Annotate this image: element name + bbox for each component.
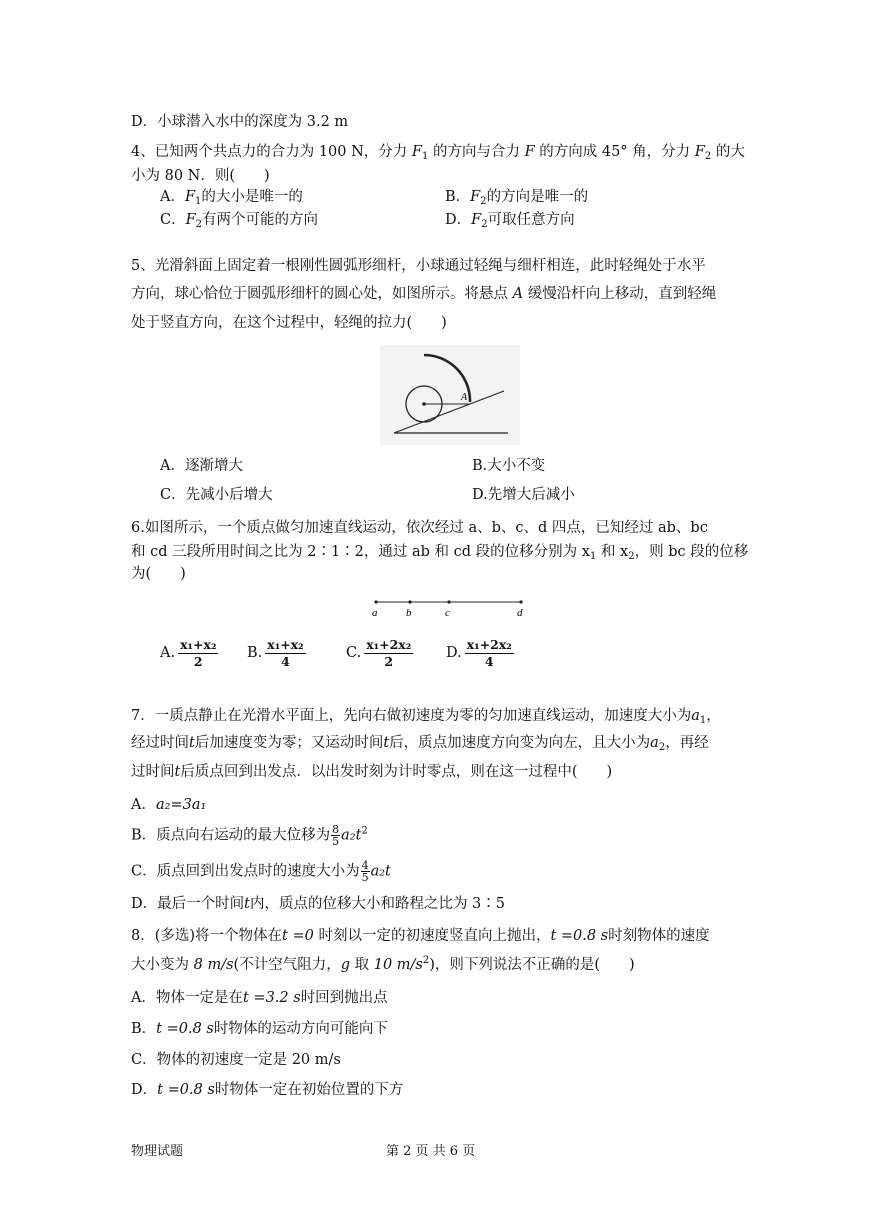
q7-option-c: [131, 860, 391, 883]
q7-stem-line1: [131, 706, 721, 726]
q7-var-a: a: [650, 735, 659, 751]
q7-stem-text: 7．一质点静止在光滑水平面上，先向右做初速度为零的匀加速直线运动，加速度大小为: [131, 708, 692, 724]
q6-stem-line2: [131, 542, 748, 562]
q4-stem-text: 4、已知两个共点力的合力为 100 N，分力: [131, 144, 412, 160]
q7-stem-line3: [131, 762, 612, 782]
q5-stem-text: 方向，球心恰位于圆弧形细杆的圆心处，如图所示。将悬点: [131, 286, 513, 302]
q4-stem-text: 的方向成 45° 角，分力: [534, 144, 695, 160]
q4-stem-text: 的方向与合力: [428, 144, 525, 160]
q6-option-label: B.: [247, 645, 263, 661]
footer-subject: 物理试题: [131, 1144, 184, 1159]
q7-option-d: [131, 894, 505, 914]
q7-option-fraction: [331, 824, 340, 847]
point-b-dot: [408, 600, 411, 603]
q7-var-a: a: [691, 708, 700, 724]
q8-time-expr: t =0: [282, 928, 314, 944]
q8-var-g: g: [340, 957, 350, 973]
q4-option-sub: 2: [195, 219, 203, 230]
q6-option-b: [247, 636, 306, 670]
point-c-dot: [447, 600, 450, 603]
q7-option-text: 内，质点的位移大小和路程之比为 3∶5: [249, 896, 506, 912]
q6-sub1: 1: [589, 551, 597, 562]
q8-stem-text: 时刻以一定的初速度竖直向上抛出，: [313, 928, 551, 944]
q8-stem-text: 时刻物体的速度: [608, 928, 710, 944]
q5-stem-line1: 5、光滑斜面上固定着一根刚性圆弧形细杆，小球通过轻绳与细杆相连，此时轻绳处于水平: [131, 258, 706, 274]
q8-stem-text: 8．(多选)将一个物体在: [131, 928, 283, 944]
q7-var-t: t: [383, 735, 390, 751]
q4-option-prefix: B．: [445, 189, 471, 205]
q4-option-sub: 2: [480, 196, 487, 207]
point-b-label: b: [406, 607, 412, 619]
q6-line-figure: [368, 595, 533, 621]
q6-option-label: A.: [160, 645, 176, 661]
q8-stem-line2: [131, 955, 635, 975]
q6-stem-line1: 6.如图所示，一个质点做匀加速直线运动，依次经过 a、b、c、d 四点，已知经过 ab、bc: [131, 520, 708, 536]
q7-option-fraction: [361, 860, 370, 883]
q4-sub2: 2: [704, 151, 712, 162]
q8-velocity-expr: 8 m/s: [193, 957, 234, 973]
q7-sub: 1: [699, 715, 707, 726]
q6-option-fraction: [465, 636, 514, 670]
q7-option-sup: 2: [361, 825, 368, 837]
q5-option-a: A．逐渐增大: [160, 458, 243, 474]
q5-option-d: D.先增大后减小: [472, 487, 575, 503]
q5-stem-line2: [131, 284, 716, 304]
q4-var-f: F: [524, 144, 535, 160]
q4-option-text: 的大小是唯一的: [201, 189, 303, 205]
q6-option-fraction: [364, 636, 413, 670]
q4-option-a: [160, 187, 303, 207]
q7-var-t: t: [189, 735, 195, 751]
q3-option-d: D．小球潜入水中的深度为 3.2 m: [131, 114, 349, 130]
q5-option-b: B.大小不变: [472, 458, 546, 474]
q7-option-prefix: C．质点回到出发点时的速度大小为: [131, 863, 360, 880]
q7-option-expr: a₂t: [370, 863, 391, 880]
q7-option-text: D．最后一个时间: [131, 896, 245, 912]
q4-option-prefix: C．: [160, 212, 186, 228]
q7-option-prefix: A．: [131, 797, 156, 813]
q6-option-label: C.: [346, 645, 362, 661]
q4-var-f1: F: [411, 144, 422, 160]
fraction-numerator: x₁+x₂: [180, 637, 217, 652]
fraction-numerator: 8: [332, 823, 340, 836]
fraction-denominator: 2: [384, 654, 394, 669]
suspension-point-label: A: [461, 392, 468, 403]
q8-time-expr: t =0.8 s: [550, 928, 609, 944]
q8-option-text: B．: [131, 1021, 157, 1037]
q8-time-expr: t =3.2 s: [242, 990, 301, 1006]
q4-option-var: F: [184, 189, 196, 205]
q8-time-expr: t =0.8 s: [156, 1021, 214, 1037]
q6-stem-line3: 为( ): [131, 566, 186, 582]
q4-option-text: 的方向是唯一的: [486, 189, 589, 205]
footer-page-number: 第 2 页 共 6 页: [386, 1144, 476, 1159]
q7-option-prefix: B．质点向右运动的最大位移为: [131, 827, 331, 844]
q4-option-sub: 1: [195, 196, 202, 207]
fraction-denominator: 4: [281, 654, 290, 669]
q7-stem-text: 后质点回到出发点．以出发时刻为计时零点，则在这一过程中( ): [180, 764, 613, 780]
q8-sup: 2: [422, 955, 430, 966]
q7-stem-text: 后，质点加速度方向变为向左，且大小为: [389, 735, 651, 751]
point-d-label: d: [517, 607, 523, 619]
q6-option-d: [446, 636, 514, 670]
q5-var-a: A: [512, 286, 524, 302]
fraction-denominator: 5: [361, 871, 369, 884]
q7-option-b: [131, 824, 368, 847]
q8-stem-line1: [131, 926, 710, 946]
q6-sub2: 2: [628, 551, 635, 562]
q6-stem-text: ，则 bc 段的位移: [634, 544, 749, 560]
q5-stem-line3: 处于竖直方向，在这个过程中，轻绳的拉力( ): [131, 315, 447, 331]
q7-stem-text: 过时间: [131, 764, 175, 780]
q8-option-text: 时物体一定在初始位置的下方: [214, 1082, 404, 1098]
q7-stem-text: 经过时间: [131, 735, 189, 751]
q8-option-text: 时物体的运动方向可能向下: [213, 1021, 388, 1037]
q4-stem-line1: [131, 142, 745, 162]
q7-option-expr: a₂t: [341, 827, 362, 844]
q6-option-a: [160, 636, 218, 670]
q4-option-var: F: [185, 212, 196, 228]
fraction-numerator: x₁+2x₂: [366, 637, 412, 652]
q4-sub1: 1: [421, 151, 429, 162]
q4-option-c: [160, 210, 318, 230]
q6-option-c: [346, 636, 413, 670]
q6-stem-text: 和 x: [596, 544, 629, 560]
fraction-numerator: 4: [361, 859, 369, 872]
q6-option-fraction: [265, 636, 305, 670]
q4-option-d: [445, 210, 575, 230]
q8-option-text: 时回到抛出点: [300, 990, 388, 1006]
q4-option-prefix: D．: [445, 212, 472, 228]
fraction-numerator: x₁+2x₂: [466, 637, 512, 652]
fraction-denominator: 4: [484, 654, 494, 669]
point-d-dot: [519, 600, 522, 603]
fraction-numerator: x₁+x₂: [267, 637, 304, 652]
q8-time-expr: t =0.8 s: [157, 1082, 215, 1098]
point-a-dot: [374, 600, 377, 603]
point-c-label: c: [445, 607, 450, 619]
q5-option-c: C．先减小后增大: [160, 487, 273, 503]
q8-option-text: A．物体一定是在: [131, 990, 243, 1006]
q4-option-b: [445, 187, 588, 207]
fraction-denominator: 5: [332, 835, 340, 848]
q4-stem-text: 的大: [711, 144, 745, 160]
fraction-denominator: 2: [193, 654, 203, 669]
q8-option-text: D．: [131, 1082, 158, 1098]
q8-option-a: [131, 988, 388, 1008]
q5-figure: [380, 345, 520, 445]
q6-stem-text: 和 cd 三段所用时间之比为 2∶1∶2，通过 ab 和 cd 段的位移分别为 x: [131, 544, 590, 560]
q7-sub: 2: [658, 742, 666, 753]
q4-stem-line2: 小为 80 N．则( ): [131, 168, 270, 184]
q8-stem-text: 大小变为: [131, 957, 194, 973]
q7-stem-text: ，再经: [665, 735, 709, 751]
q7-stem-text: 后加速度变为零；又运动时间: [194, 735, 384, 751]
q4-option-text: 可取任意方向: [487, 212, 575, 228]
q4-option-sub: 2: [481, 219, 488, 230]
q5-stem-text: 缓慢沿杆向上移动，直到轻绳: [523, 286, 717, 302]
q6-option-fraction: [178, 636, 218, 670]
q4-var-f2: F: [694, 144, 705, 160]
q7-option-a: [131, 795, 206, 815]
q7-option-expr: a₂=3a₁: [155, 797, 207, 813]
point-a-label: a: [372, 607, 378, 619]
q8-option-c: C．物体的初速度一定是 20 m/s: [131, 1052, 341, 1068]
q8-g-value: 10 m/s: [373, 957, 423, 973]
q8-stem-text: 取: [350, 957, 374, 973]
q8-option-b: [131, 1019, 388, 1039]
q4-option-prefix: A．: [160, 189, 185, 205]
q4-option-var: F: [470, 189, 481, 205]
q4-option-text: 有两个可能的方向: [202, 212, 319, 228]
q8-stem-text: (不计空气阻力，: [233, 957, 341, 973]
q6-option-label: D.: [446, 645, 462, 661]
q8-option-d: [131, 1080, 403, 1100]
q7-var-t: t: [244, 896, 250, 912]
q8-stem-text: )，则下列说法不正确的是( ): [429, 957, 635, 973]
q7-stem-text: ，: [706, 708, 721, 724]
q7-var-t: t: [174, 764, 181, 780]
q4-option-var: F: [471, 212, 482, 228]
q7-stem-line2: [131, 733, 709, 753]
